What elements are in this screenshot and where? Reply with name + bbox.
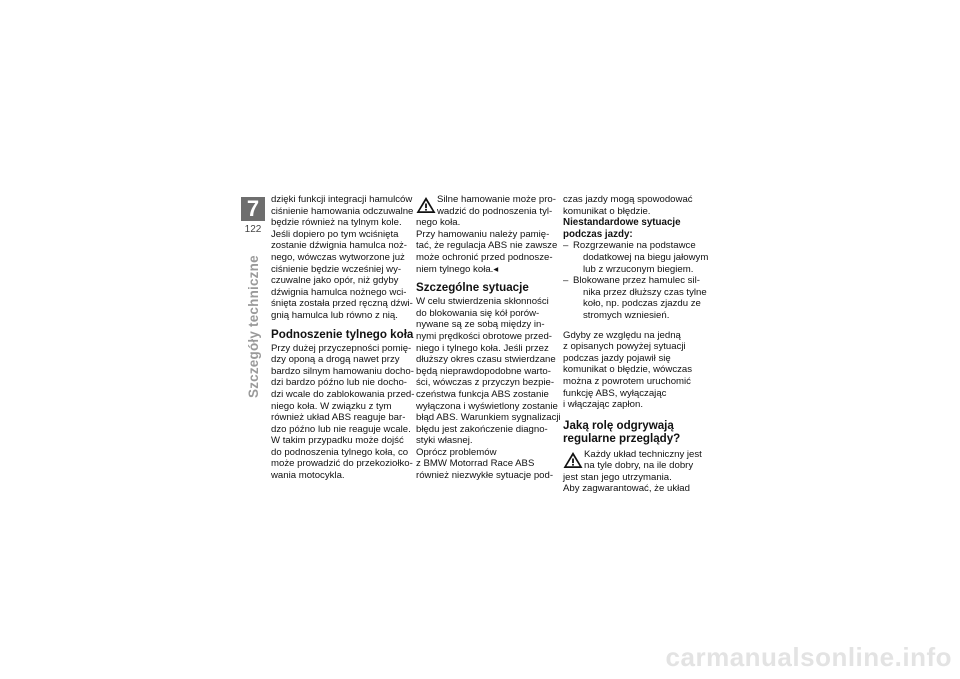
text-line: na tyle dobry, na ile dobry <box>584 460 694 472</box>
text-line: dzi wcale do zablokowania przed- <box>271 388 415 400</box>
text-line: nymi prędkości obrotowe przed- <box>416 330 552 342</box>
text-line: komunikat o błędzie. <box>563 205 651 217</box>
page-number: 122 <box>244 224 262 235</box>
paragraph-brake-integration <box>271 194 414 322</box>
text-line: będą nieprawdopodobne warto- <box>416 365 551 377</box>
text-line: wania motocykla. <box>271 470 345 482</box>
site-watermark: carmanualsonline.info <box>665 642 952 672</box>
text-line: ciśnienie będzie wcześniej wy- <box>271 263 402 275</box>
spacer <box>563 322 699 330</box>
text-line: również układ ABS reaguje bar- <box>271 412 406 424</box>
list-dash: – <box>563 240 569 252</box>
text-line: podczas jazdy pojawił się <box>563 352 671 364</box>
text-line: można z powrotem uruchomić <box>563 375 691 387</box>
text-line: nego, wówczas wytworzone już <box>271 251 405 263</box>
text-line: dzo późno lub nie reaguje wcale. <box>271 423 411 435</box>
warning-triangle-icon <box>416 196 436 214</box>
paragraph-restart-abs <box>563 330 699 411</box>
chapter-tab <box>241 197 265 236</box>
text-line: śnięta została przed ręczną dźwi- <box>271 298 413 310</box>
text-line: z BMW Motorrad Race ABS <box>416 458 535 470</box>
list-item <box>563 275 707 321</box>
text-line: wyłączona i wyświetlony zostanie <box>416 400 558 412</box>
text-line: Silne hamowanie może pro- <box>437 194 556 205</box>
section-heading-inspections <box>563 419 699 445</box>
text-column-1 <box>271 194 415 482</box>
text-line: styki własnej. <box>416 435 473 447</box>
text-line: błędu jest zakończenie diagno- <box>416 423 548 435</box>
text-line: czas jazdy mogą spowodować <box>563 194 693 205</box>
text-line: stromych wzniesień. <box>583 309 670 321</box>
warning-note-maintenance <box>563 448 702 495</box>
text-line: Jeśli dopiero po tym wciśnięta <box>271 228 399 240</box>
text-line: niego koła. W związku z tym <box>271 400 392 412</box>
text-line: dźwignia hamulca nożnego wci- <box>271 286 407 298</box>
text-line: W takim przypadku może dojść <box>271 435 404 447</box>
subheading-line: podczas jazdy: <box>563 228 633 240</box>
text-line: niego i tylnego koła. Jeśli przez <box>416 342 549 354</box>
text-line: wadzić do podnoszenia tyl- <box>437 205 553 217</box>
section-heading-special-situations: Szczególne sytuacje <box>416 281 529 295</box>
text-line: czeństwa funkcja ABS zostanie <box>416 388 549 400</box>
text-line: zostanie dźwignia hamulca noż- <box>271 240 407 252</box>
subheading-nonstandard-situations <box>563 217 699 240</box>
text-line: dzy oponą a drogą nawet przy <box>271 354 400 366</box>
text-line: gnią hamulca lub równo z nią. <box>271 309 398 321</box>
paragraph-special-situations <box>416 296 561 482</box>
text-line: Każdy układ techniczny jest <box>584 448 702 460</box>
text-line: i włączając zapłon. <box>563 399 643 411</box>
text-line: dodatkowej na biegu jałowym <box>583 251 709 263</box>
text-line: czuwalne jako opór, niż gdyby <box>271 275 399 287</box>
text-line: nego koła. <box>416 217 461 229</box>
text-column-2 <box>416 194 561 482</box>
text-line: dłuższy okres czasu stwierdzane <box>416 354 556 366</box>
text-line: Przy hamowaniu należy pamię- <box>416 228 550 240</box>
text-line: może ochronić przed podnosze- <box>416 251 553 263</box>
heading-line: Jaką rolę odgrywają <box>563 418 674 432</box>
subheading-line: Niestandardowe sytuacje <box>563 217 681 229</box>
warning-triangle-icon <box>563 451 583 469</box>
text-line: nika przez dłuższy czas tylne <box>583 286 707 298</box>
text-line: również niezwykłe sytuacje pod- <box>416 470 554 482</box>
text-line: komunikat o błędzie, wówczas <box>563 364 693 376</box>
text-line: do podnoszenia tylnego koła, co <box>271 446 409 458</box>
text-column-3 <box>563 194 709 495</box>
chapter-title: Szczegóły techniczne <box>246 255 261 398</box>
text-line: koło, np. podczas zjazdu ze <box>583 298 701 310</box>
text-line: jest stan jego utrzymania. <box>563 471 672 483</box>
text-line: będzie również na tylnym kole. <box>271 217 402 229</box>
text-line: Gdyby ze względu na jedną <box>563 329 681 341</box>
paragraph-rear-wheel-lift <box>271 342 415 482</box>
text-line: funkcję ABS, wyłączając <box>563 387 667 399</box>
list-dash: – <box>563 275 569 287</box>
text-line: z opisanych powyżej sytuacji <box>563 341 686 353</box>
text-line: ciśnienie hamowania odczuwalne <box>271 205 414 217</box>
text-line: niem tylnego koła.◂ <box>416 263 499 275</box>
text-line: Przy dużej przyczepności pomię- <box>271 342 412 354</box>
heading-line: regularne przeglądy? <box>563 431 681 445</box>
text-line: Rozgrzewanie na podstawce <box>573 240 696 252</box>
chapter-number: 7 <box>241 197 265 221</box>
text-line: błąd ABS. Warunkiem sygnalizacji <box>416 412 561 424</box>
text-line: Aby zagwarantować, że układ <box>563 483 690 495</box>
text-line: bardzo silnym hamowaniu docho- <box>271 365 414 377</box>
text-line: może prowadzić do przekoziołko- <box>271 458 413 470</box>
paragraph-error-message <box>563 194 699 217</box>
text-line: Blokowane przez hamulec sil- <box>573 275 700 287</box>
text-line: ści, wówczas z przyczyn bezpie- <box>416 377 555 389</box>
warning-note-braking <box>416 194 558 275</box>
text-line: Oprócz problemów <box>416 446 497 458</box>
text-line: lub z wrzuconym biegiem. <box>583 263 694 275</box>
text-line: nywane są ze sobą między in- <box>416 319 545 331</box>
text-line: dzi bardzo późno lub nie docho- <box>271 377 408 389</box>
section-heading-rear-wheel-lift: Podnoszenie tylnego koła <box>271 327 414 341</box>
text-line: W celu stwierdzenia skłonności <box>416 296 549 308</box>
text-line: tać, że regulacja ABS nie zawsze <box>416 240 558 252</box>
list-item <box>563 240 709 275</box>
text-line: dzięki funkcji integracji hamulców <box>271 194 413 205</box>
text-line: do blokowania się kół porów- <box>416 307 540 319</box>
